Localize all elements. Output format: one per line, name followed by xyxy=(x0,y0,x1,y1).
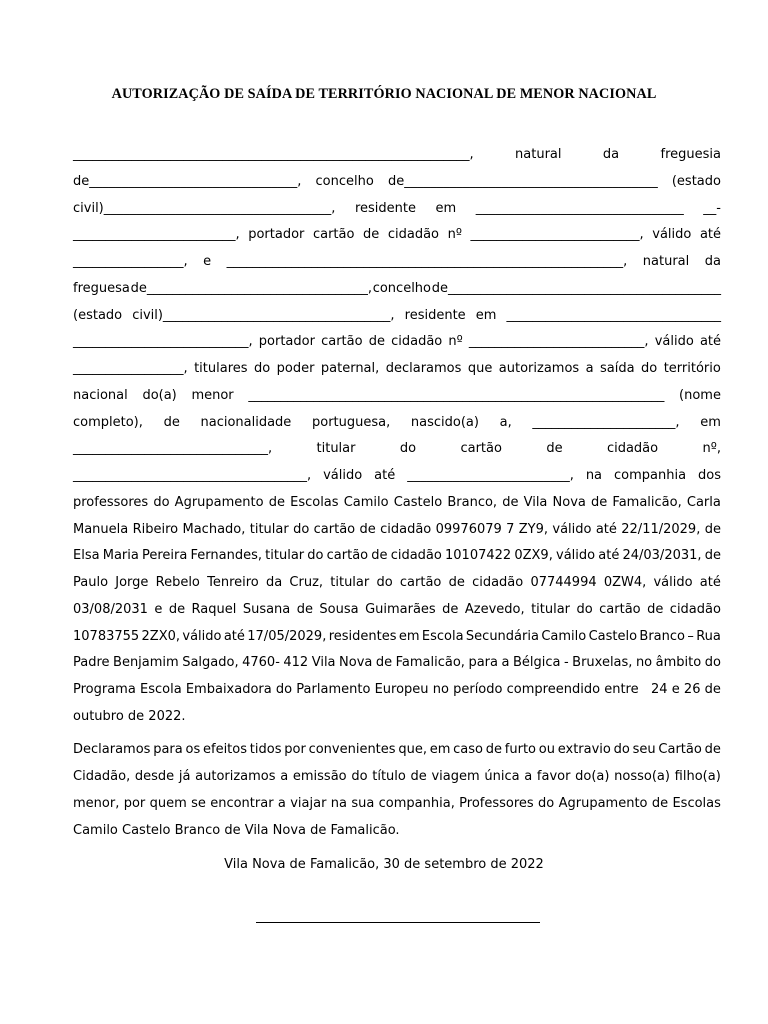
word: titular xyxy=(249,521,289,537)
word: Programa xyxy=(73,682,136,697)
body-line xyxy=(73,360,721,378)
word: de xyxy=(375,655,393,671)
word: que, xyxy=(398,742,427,757)
word: para xyxy=(153,742,183,757)
word: de xyxy=(704,521,721,537)
word: nascido(a) xyxy=(410,414,479,430)
word: _________________, xyxy=(73,254,188,269)
word: cidadão xyxy=(380,521,432,537)
word: de xyxy=(368,334,385,350)
word: do xyxy=(293,521,310,537)
word: do xyxy=(351,769,368,784)
declaration-line xyxy=(73,795,721,813)
body-line xyxy=(73,253,721,271)
word: ZY9, xyxy=(518,521,549,537)
word: extravio xyxy=(557,742,611,757)
body-last-line: outubro de 2022. xyxy=(73,709,186,724)
word: portador xyxy=(248,227,305,243)
body-line xyxy=(73,307,721,325)
word: civil)___________________________________, xyxy=(73,200,336,216)
word: favor xyxy=(536,769,571,784)
word: Paulo xyxy=(73,575,109,590)
word: Europeu xyxy=(374,682,429,697)
word: até xyxy=(595,521,617,537)
word: Rebelo xyxy=(155,575,200,590)
word: e xyxy=(154,601,163,617)
body-line xyxy=(73,414,721,432)
word: Salgado, xyxy=(182,655,239,671)
body-line xyxy=(73,547,721,565)
word: Escola xyxy=(421,628,464,644)
word: _____________________________________________________________, xyxy=(226,254,628,269)
word: ______________________, xyxy=(532,414,680,430)
word: Agrupamento xyxy=(174,494,264,510)
body-line xyxy=(73,467,721,485)
word: da xyxy=(602,147,620,162)
word: válido xyxy=(652,227,692,243)
word: furto xyxy=(504,742,536,757)
word: cartão xyxy=(399,575,442,590)
word: 22/11/2029, xyxy=(621,521,701,537)
word: de xyxy=(704,548,721,564)
word: do xyxy=(253,361,271,376)
word: cartão xyxy=(326,548,369,564)
declaration-line xyxy=(73,768,721,786)
word: nº xyxy=(447,227,462,243)
word: a, xyxy=(499,414,512,430)
word: nacional xyxy=(73,387,128,403)
word: Machado, xyxy=(182,521,246,537)
word: Castelo xyxy=(588,628,638,644)
word: em xyxy=(398,628,420,644)
word: seu xyxy=(632,742,656,757)
word: 7 xyxy=(506,521,515,537)
word: até xyxy=(598,548,620,564)
word: portador xyxy=(258,334,315,350)
word: cidadão xyxy=(669,601,721,617)
word: residente xyxy=(354,200,416,216)
word: em xyxy=(429,742,451,757)
word: âmbito xyxy=(655,655,702,671)
word: titular xyxy=(531,601,571,617)
word: 17/05/2029, xyxy=(247,628,327,644)
word: freguesia xyxy=(660,147,721,162)
word: 09976079 xyxy=(435,521,502,537)
word: 26 xyxy=(683,682,701,697)
word: Azevedo, xyxy=(464,601,525,617)
word: Jorge xyxy=(115,575,149,590)
word: de xyxy=(485,742,503,757)
word: Nova xyxy=(552,494,586,510)
word: do xyxy=(538,796,555,811)
body-line xyxy=(73,200,721,218)
word: de xyxy=(168,601,186,617)
word: no xyxy=(432,682,449,697)
document-title: AUTORIZAÇÃO DE SAÍDA DE TERRITÓRIO NACIONAL DE MENOR NACIONAL xyxy=(111,86,657,102)
word: de xyxy=(410,769,427,784)
word: válido xyxy=(323,468,363,483)
word: do xyxy=(153,494,170,510)
word: até xyxy=(374,468,396,483)
word: 10107422 xyxy=(445,548,512,564)
word: – xyxy=(687,628,694,644)
word: 07744994 xyxy=(530,575,597,590)
word: por xyxy=(123,796,146,811)
body-line xyxy=(73,521,721,539)
word: residente xyxy=(404,307,466,323)
word: entre xyxy=(604,682,647,697)
word: Parlamento xyxy=(296,682,371,697)
word: titular xyxy=(330,575,370,590)
word: professores xyxy=(73,494,149,510)
body-line xyxy=(73,440,721,458)
word: até xyxy=(223,628,245,644)
word: _________________________________ xyxy=(506,307,721,323)
word: da xyxy=(265,575,283,590)
word: _________________________, xyxy=(73,227,240,243)
word: da xyxy=(704,254,721,269)
word: civil)___________________________________, xyxy=(132,307,395,323)
word: no xyxy=(635,655,653,671)
word: válido xyxy=(653,575,693,590)
word: autorizamos xyxy=(195,769,276,784)
word: nosso(a) xyxy=(614,769,670,784)
word: - xyxy=(563,655,569,671)
word: em xyxy=(700,414,721,430)
word: (estado xyxy=(671,173,721,189)
word: menor xyxy=(191,387,234,403)
word: válido xyxy=(552,521,592,537)
body-line xyxy=(73,387,721,405)
word: natural xyxy=(642,254,690,269)
word: de xyxy=(296,601,313,617)
body-line xyxy=(73,654,721,672)
word: cidadão xyxy=(391,334,443,350)
word: Secundária xyxy=(465,628,539,644)
word: na xyxy=(585,468,603,483)
word: cartão xyxy=(321,334,363,350)
word: cartão xyxy=(460,441,502,457)
word: por xyxy=(284,742,306,757)
word: de xyxy=(651,796,669,811)
word: companhia xyxy=(614,468,687,483)
word: de xyxy=(704,682,721,697)
word: Maria xyxy=(102,548,139,564)
word: Sousa xyxy=(319,601,359,617)
word: paternal, xyxy=(320,361,380,376)
word: nº xyxy=(448,334,463,350)
word: Manuela xyxy=(73,521,129,537)
place-and-date: Vila Nova de Famalicão, 30 de setembro de 2022 xyxy=(224,857,544,872)
word: viagem xyxy=(431,769,480,784)
word: de xyxy=(704,742,721,757)
word: ___________________________, xyxy=(468,334,649,350)
word: Camilo xyxy=(343,494,389,510)
body-line xyxy=(73,574,721,592)
body-line xyxy=(73,601,721,619)
word: válido xyxy=(654,334,694,350)
word: autorizamos xyxy=(498,361,580,376)
word: dos xyxy=(698,468,721,483)
word: Tenreiro xyxy=(207,575,259,590)
word: a xyxy=(585,361,594,376)
word: a xyxy=(524,769,533,784)
word: Nova xyxy=(339,655,373,671)
word: de__________________________________________ xyxy=(431,280,721,296)
word: emissão xyxy=(292,769,347,784)
word: declaramos xyxy=(385,361,462,376)
word: cidadão xyxy=(472,575,524,590)
word: de xyxy=(591,494,608,510)
word: Carla xyxy=(686,494,721,510)
word: nº, xyxy=(702,441,721,457)
word: cartão xyxy=(599,601,641,617)
word: 0ZW4, xyxy=(603,575,647,590)
word: válido xyxy=(182,628,222,644)
body-line xyxy=(73,226,721,244)
word: __- xyxy=(703,200,721,216)
word: e xyxy=(203,254,212,269)
word: até xyxy=(699,575,721,590)
word: de________________________________, xyxy=(73,173,302,189)
word: Cruz, xyxy=(289,575,324,590)
word: desde xyxy=(134,769,175,784)
word: Branco, xyxy=(447,494,498,510)
word: do xyxy=(376,575,393,590)
word: efeitos xyxy=(203,742,248,757)
word: título xyxy=(372,769,406,784)
word: cidadão xyxy=(606,441,659,457)
word: caso xyxy=(453,742,483,757)
word: se xyxy=(191,796,206,811)
word: Bruxelas, xyxy=(572,655,633,671)
word: cidadão xyxy=(387,227,440,243)
word: nacionalidade xyxy=(200,414,292,430)
word: do xyxy=(613,742,630,757)
word: Raquel xyxy=(191,601,237,617)
word: ________________________________ xyxy=(475,200,684,216)
word: Elsa xyxy=(73,548,100,564)
word: freguesa xyxy=(73,280,130,296)
word: companhia, xyxy=(378,796,455,811)
word: período xyxy=(453,682,503,697)
word: portuguesa, xyxy=(311,414,391,430)
word: poder xyxy=(276,361,315,376)
word: encontrar xyxy=(210,796,274,811)
declaration-last-line: Camilo Castelo Branco de Vila Nova de Famalicão. xyxy=(73,823,400,838)
word: Declaramos xyxy=(73,742,151,757)
word: titulares xyxy=(194,361,248,376)
word: válido xyxy=(556,548,596,564)
word: ________________________________________________________________ xyxy=(248,387,665,403)
word: 24 xyxy=(651,682,668,697)
word: de xyxy=(371,548,388,564)
word: Camilo xyxy=(541,628,587,644)
word: cartão xyxy=(312,227,355,243)
word: ___________________________, xyxy=(73,334,253,350)
word: saída xyxy=(600,361,635,376)
word: concelho xyxy=(315,173,374,189)
word: de xyxy=(363,227,380,243)
word: __________________________, xyxy=(470,227,644,243)
declaration-line xyxy=(73,741,721,759)
word: Agrupamento xyxy=(558,796,648,811)
word: Vila xyxy=(523,494,548,510)
word: filho(a) xyxy=(674,769,721,784)
word: de xyxy=(268,494,285,510)
word: menor, xyxy=(73,796,120,811)
word: 10783755 xyxy=(73,628,140,644)
word: (estado xyxy=(73,307,123,323)
word: a xyxy=(280,769,289,784)
word: de xyxy=(163,414,180,430)
word: na xyxy=(330,796,347,811)
word: Benjamim xyxy=(113,655,179,671)
word: titular xyxy=(265,548,305,564)
word: viajar xyxy=(290,796,327,811)
body-line xyxy=(73,333,721,351)
body-line xyxy=(73,681,721,699)
word: 412 xyxy=(283,655,309,671)
body-line xyxy=(73,280,721,298)
word: em xyxy=(435,200,457,216)
word: Embaixadora xyxy=(185,682,272,697)
word: de xyxy=(647,601,664,617)
word: de__________________________________, xyxy=(130,280,372,296)
body-line xyxy=(73,146,721,164)
word: natural xyxy=(515,147,562,162)
word: para xyxy=(468,655,498,671)
word: do xyxy=(641,361,658,376)
word: convenientes xyxy=(308,742,396,757)
word: _____________________________________________________________, xyxy=(73,147,474,162)
word: Guimarães xyxy=(365,601,436,617)
word: Vila xyxy=(311,655,336,671)
word: 24/03/2031, xyxy=(622,548,702,564)
word: Cidadão, xyxy=(73,769,131,784)
word: de_______________________________________ xyxy=(387,173,658,189)
body-line xyxy=(73,173,721,191)
word: Cartão xyxy=(658,742,702,757)
word: Famalicão, xyxy=(395,655,465,671)
word: do(a) xyxy=(575,769,610,784)
word: sua xyxy=(351,796,375,811)
word: de xyxy=(359,521,376,537)
word: ou xyxy=(538,742,555,757)
word: Castelo xyxy=(393,494,443,510)
word: e xyxy=(671,682,680,697)
word: completo), xyxy=(73,414,143,430)
word: já xyxy=(178,769,191,784)
word: Ribeiro xyxy=(132,521,179,537)
body-line xyxy=(73,494,721,512)
word: Rua xyxy=(696,628,721,644)
signature-line xyxy=(256,922,540,923)
word: a xyxy=(501,655,510,671)
word: Bélgica xyxy=(512,655,561,671)
word: Escola xyxy=(140,682,182,697)
word: de xyxy=(502,494,519,510)
body-line xyxy=(73,628,721,646)
word: do xyxy=(307,548,324,564)
word: cidadão xyxy=(390,548,442,564)
word: até xyxy=(699,334,721,350)
word: Fernandes, xyxy=(190,548,262,564)
word: Susana xyxy=(242,601,291,617)
word: de xyxy=(546,441,563,457)
word: de xyxy=(442,601,459,617)
word: quem xyxy=(149,796,187,811)
word: ____________________________________, xyxy=(73,468,312,483)
word: (nome xyxy=(679,387,721,403)
word: do xyxy=(704,655,721,671)
word: Famalicão, xyxy=(612,494,682,510)
word: Padre xyxy=(73,655,110,671)
word: Branco xyxy=(639,628,685,644)
word: os xyxy=(185,742,201,757)
word: residentes xyxy=(328,628,397,644)
word: _________________, xyxy=(73,361,188,376)
word: em xyxy=(475,307,497,323)
word: que xyxy=(467,361,493,376)
word: do(a) xyxy=(142,387,177,403)
word: _________________________, xyxy=(407,468,574,483)
word: até xyxy=(699,227,721,243)
word: 03/08/2031 xyxy=(73,601,148,617)
word: 4760- xyxy=(242,655,280,671)
word: cartão xyxy=(313,521,356,537)
word: território xyxy=(663,361,721,376)
word: Escolas xyxy=(290,494,339,510)
word: do xyxy=(275,682,293,697)
word: ______________________________, xyxy=(73,441,273,457)
word: concelho xyxy=(372,280,431,296)
word: 0ZX9, xyxy=(514,548,553,564)
word: Pereira xyxy=(142,548,188,564)
word: única xyxy=(484,769,520,784)
word: 2ZX0, xyxy=(141,628,181,644)
word: Escolas xyxy=(672,796,721,811)
word: tidos xyxy=(249,742,282,757)
word: titular xyxy=(316,441,356,457)
word: do xyxy=(399,441,417,457)
word: a xyxy=(277,796,286,811)
word: Professores xyxy=(459,796,534,811)
word: do xyxy=(576,601,593,617)
word: de xyxy=(448,575,465,590)
word: compreendido xyxy=(506,682,601,697)
